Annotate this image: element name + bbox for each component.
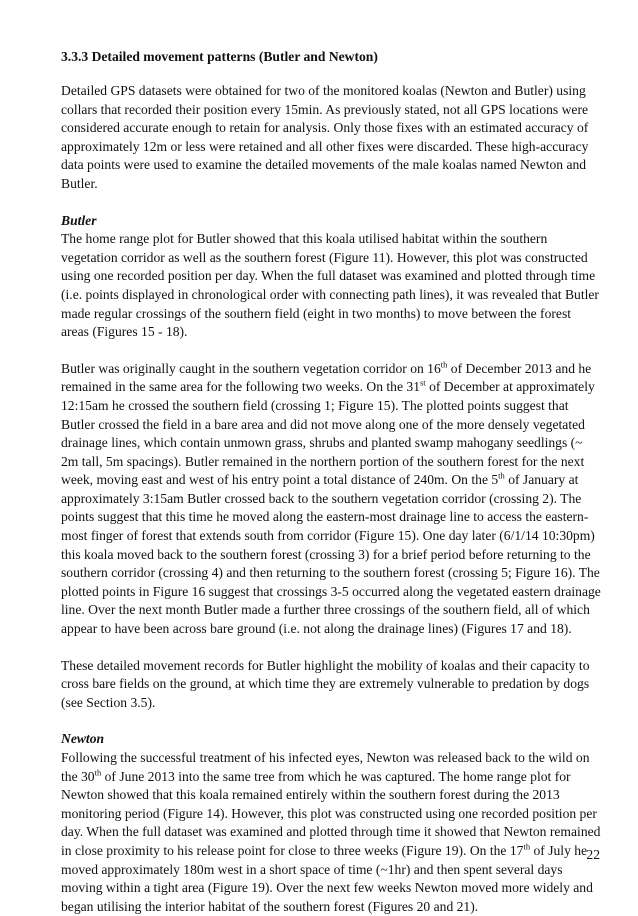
- butler-paragraph-3: These detailed movement records for Butler highlight the mobility of koalas and their capacity to cross bare fields on the ground, at which time they are extremely vulnerable to predation by dogs (see Section 3.5).: [61, 657, 590, 710]
- newton-subheading: Newton: [61, 731, 105, 747]
- butler-p2-text-1: Butler was originally caught in the southern vegetation corridor on 16: [61, 360, 441, 376]
- butler-paragraph-2: [61, 360, 601, 639]
- newton-paragraph: [61, 749, 601, 916]
- butler-subheading: Butler: [61, 212, 97, 228]
- butler-p2-superscript-1: th: [440, 359, 448, 370]
- butler-p2-text-3: of December at approximately 12:15am he crossed the southern field (crossing 1; Figure 15). The plotted points suggest that Butler crossed the field in a bare area and did not move along one of the more densely vegetated drainage lines, which contain unmown grass, shrubs and planted swamp mahogany seedlings (~ 2m tall, 5m spacings). Butler remained in the northern portion of the southern forest for the next week, moving east and west of his entry point a total distance of 240m. On the 5: [61, 379, 595, 488]
- newton-superscript-2: th: [523, 841, 531, 852]
- page-content: [61, 48, 601, 916]
- newton-text-3: of July he moved approximately 180m west in a short space of time (~1hr) and then spent several days moving within a tight area (Figure 19). Over the next few weeks Newton moved more widely and began utilising the interior habitat of the southern forest (Figures 20 and 21).: [61, 842, 593, 914]
- section-heading: 3.3.3 Detailed movement patterns (Butler and Newton): [61, 49, 378, 64]
- page-number: 22: [586, 847, 600, 862]
- newton-text-2: of June 2013 into the same tree from which he was captured. The home range plot for Newton showed that this koala remained entirely within the southern forest during the 2013 monitoring period (Figure 14). However, this plot was constructed using one recorded position per day. When the full dataset was examined and plotted through time it showed that Newton remained in close proximity to his release point for close to three weeks (Figure 19). On the 17: [61, 768, 601, 858]
- intro-paragraph: Detailed GPS datasets were obtained for two of the monitored koalas (Newton and Butler) using collars that recorded their position every 15min. As previously stated, not all GPS locations were considered accurate enough to retain for analysis. Only those fixes with an estimated accuracy of approximately 12m or less were retained and all other fixes were discarded. These high-accuracy data points were used to examine the detailed movements of the male koalas named Newton and Butler.: [61, 83, 589, 191]
- newton-text-1: Following the successful treatment of his infected eyes, Newton was released back to the wild on the 30: [61, 750, 590, 784]
- butler-p2-text-4: of January at approximately 3:15am Butler crossed back to the southern vegetation corridor (crossing 2). The points suggest that this time he moved along the eastern-most drainage line to access the eastern-most finger of forest that extends south from corridor (Figure 15). One day later (6/1/14 10:30pm) this koala moved back to the southern forest (crossing 3) for a brief period before returning to the southern corridor (crossing 4) and then returning to the southern forest (crossing 5; Figure 16). The plotted points in Figure 16 suggest that crossings 3-5 occurred along the vegetated eastern drainage line. Over the next month Butler made a further three crossings of the southern field, all of which appear to have been across bare ground (i.e. not along the drainage lines) (Figures 17 and 18).: [61, 472, 601, 637]
- butler-paragraph-1: The home range plot for Butler showed that this koala utilised habitat within the southern vegetation corridor as well as the southern forest (Figure 11). However, this plot was constructed using one recorded position per day. When the full dataset was examined and plotted through time (i.e. points displayed in chronological order with connecting path lines), it was revealed that Butler made regular crossings of the southern field (eight in two months) to move between the forest areas (Figures 15 - 18).: [61, 231, 599, 340]
- newton-superscript-1: th: [94, 767, 102, 778]
- butler-p2-text-2: of December 2013 and he remained in the same area for the following two weeks. On the 31: [61, 360, 592, 395]
- butler-p2-superscript-3: th: [498, 470, 505, 481]
- butler-p2-superscript-2: st: [420, 377, 426, 388]
